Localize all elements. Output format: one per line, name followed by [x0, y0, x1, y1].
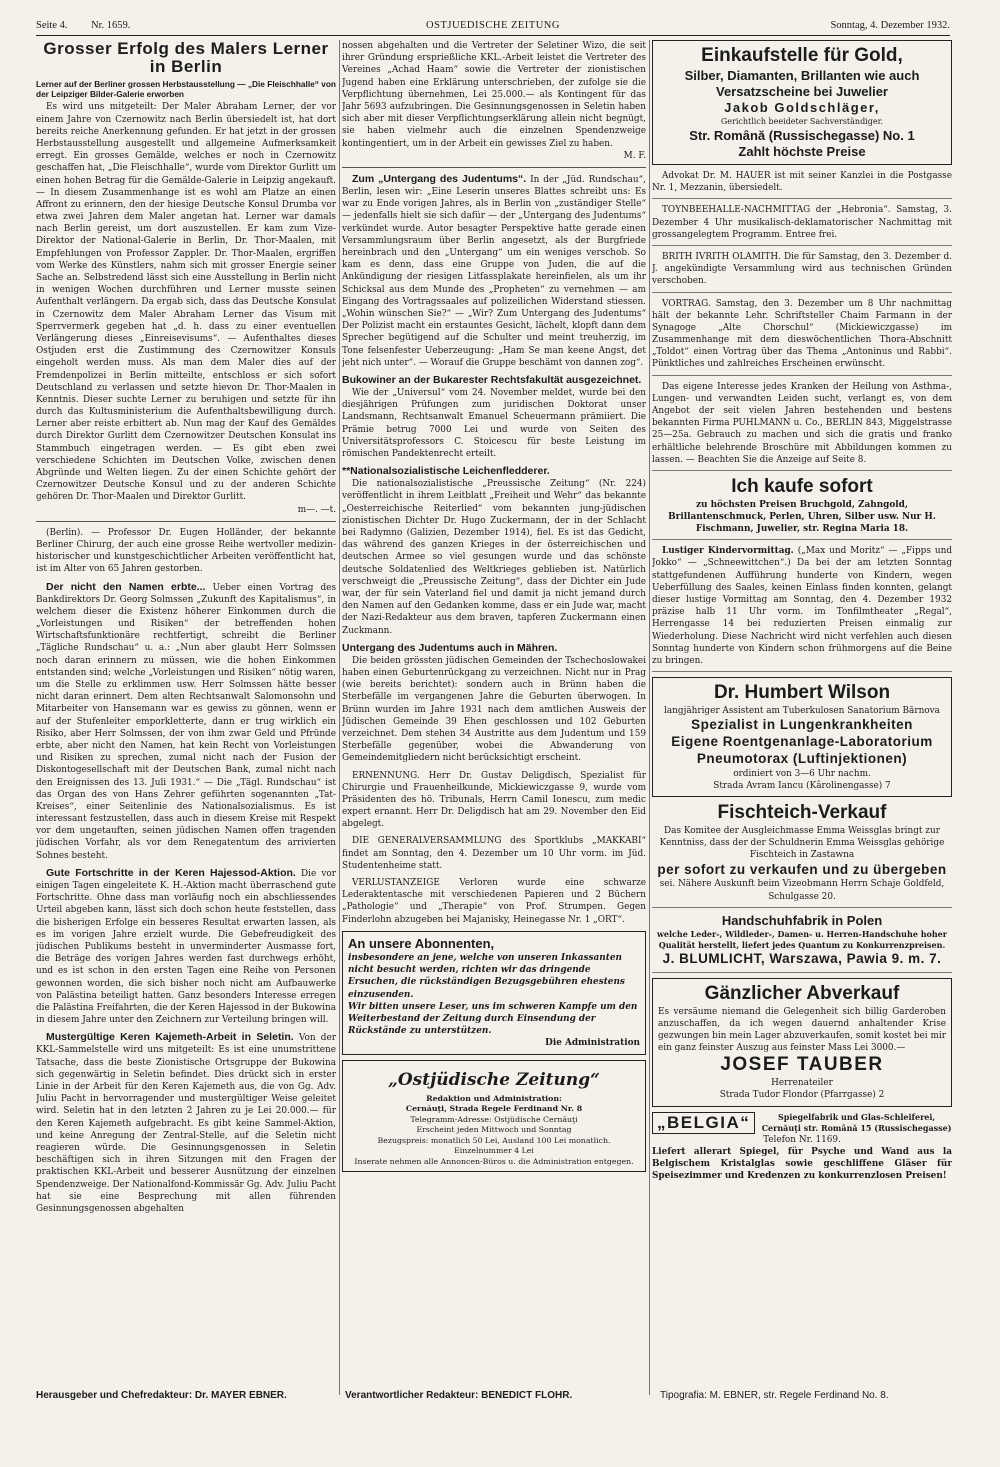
article-body: Die beiden grössten jüdischen Gemeinden der Tschechoslowakei haben einen Geburtenrückgang zu verzeichnen. Nicht nur in Prag (wie bereits berichtet): sondern auch in Brünn haben die Sterbefälle im vergangenen Jahre die Geburten überwogen. In Brünn wurden im Jahre 1931 nach dem amtlichen Ausweis der Jüdischen Gemeinde 39 Ehen geschlossen und 102 Geburten verzeichnet. Dem stehen 34 Austritte aus dem Judentum und 159 Sterbefälle gegenüber, wobei die Abwanderung von Gemeindemitgliedern nicht berücksichtigt erscheint.: [342, 655, 646, 764]
masthead-title: „Ostjüdische Zeitung“: [388, 1069, 600, 1090]
article-kkl: [36, 1031, 336, 1215]
ad-address: Str. Română (Russischegasse) No. 1: [689, 127, 915, 143]
footer-editor: Verantwortlicher Redakteur: BENEDICT FLOHR.: [345, 1390, 573, 1401]
notice-kindervormittag: [652, 545, 952, 672]
article-kkl-continued: [342, 40, 646, 162]
ad-phone: Telefon Nr. 1169.: [763, 1134, 841, 1145]
ad-title: Einkaufstelle für Gold,: [701, 45, 903, 66]
ad-name: J. BLUMLICHT, Warszawa, Pawia 9. m. 7.: [662, 950, 942, 966]
notice-text: insbesondere an jene, welche von unseren Inkassanten nicht besucht werden, richten wir das dringende Ersuchen, die rückständigen Bezugsgebühren ehestens einzusenden.: [348, 953, 625, 1000]
issue-date: Sonntag, 4. Dezember 1932.: [830, 20, 950, 31]
ad-wilson: [652, 677, 952, 797]
notice-puhlmann: Das eigene Interesse jedes Kranken der Heilung von Asthma-, Lungen- und verwandten Leiden sucht, verlangt es, von dem Angebot der seit vielen Jahren bestehenden und bestens bekannten Firma PUHLMANN u. Co., BERLIN 843, Miggelstrasse 25—25a. Gebrauch zu machen und sich die gratis und franko erhältliche belehrende Broschüre mit Abbildungen kommen zu lassen. — Beachten Sie die Anzeige auf Seite 8.: [652, 381, 952, 471]
masthead-line: Erscheint jeden Mittwoch und Sonntag: [416, 1125, 572, 1135]
subscribers-notice: [342, 931, 646, 1055]
notice-title: Lustiger Kindervormittag.: [662, 546, 794, 557]
ad-blumlicht: [652, 913, 952, 973]
belgia-logo: „BELGIA“: [652, 1112, 755, 1134]
ad-text: ordiniert von 3—6 Uhr nachm.: [733, 768, 871, 779]
article-body: In der „Jüd. Rundschau“, Berlin, lesen wir: „Eine Leserin unseres Blattes schreibt uns: Es war zu Ende vorigen Jahres, als in Berlin von „zuständiger Stelle“ — jedenfalls hielt sie sich dafür — der „Untergang des Judentums“ verkündet wurde. Autor besagter Perspektive hatte gerade einen Versammlungsraum über Berlin angesetzt, als der Burgfriede hereinbrach und den „Untergang“ um ein weniges verschob. So kam es denn, dass eine Gruppe von Juden, die auf die Ankündigung der riesigen Litfassplakate hereinfielen, als um ihr Schicksal aus dem Munde des „Propheten“ zu vernehmen — am Eingang des Vortragssaales auf polizeilichen Widerstand stiessen. „Wohin wünschen Sie?“ — „Wir? Zum Untergang des Judentums“ Der Polizist macht ein erstauntes Gesicht, lächelt, klopft dann dem Sprecher begütigend auf die Schulter und meint treuherzig, im Tone felsenfester Ueberzeugung: „Ham Se man keene Angst, det jeht nich unter“. — Worauf die Gruppe beschämt von dannen zog“.: [342, 174, 646, 368]
ad-text: langjähriger Assistent am Tuberkulosen Sanatorium Bărnova: [664, 705, 940, 716]
ad-text: Das Komitee der Ausgleichmasse Emma Weissglas bringt zur Kenntniss, dass der der Schuldnerin Emma Weissglas gehörige Fischteich in Zastawna: [659, 825, 945, 861]
article-subheadline: Lerner auf der Berliner grossen Herbstausstellung — „Die Fleischhalle“ von der Leipziger Bilder-Galerie erworben: [36, 78, 336, 100]
footer-publisher: Herausgeber und Chefredakteur: Dr. MAYER EBNER.: [36, 1390, 287, 1401]
notice-text: Wir bitten unsere Leser, uns im schweren Kampfe um den Weiterbestand der Zeitung durch Einsendung der Rückstände zu unterstützen.: [348, 1001, 638, 1037]
article-body: Wie der „Universul“ vom 24. November meldet, wurde bei den diesjährigen Prüfungen zum juridischen Doktorat unser Landsmann, Rechtsanwalt Emanuel Scheuermann prämiiert. Die Prämie betrug 7000 Lei und wurde von Seiten des Universitätsprofessors C. Stoicescu für beste Leistung im römischen Pandektenrecht erteilt.: [342, 388, 646, 459]
column-2: [342, 40, 646, 1390]
ad-address: Strada Avram Iancu (Kârolinengasse) 7: [713, 780, 891, 791]
masthead-line: Bezugspreis: monatlich 50 Lei, Ausland 100 Lei monatlich. Einzelnummer 4 Lei: [377, 1135, 611, 1156]
notice-toynbee: TOYNBEEHALLE-NACHMITTAG der „Hebronia“. Samstag, 3. Dezember 4 Uhr musikalisch-deklamatorischer Nachmittag mit grossangelegtem Programm. Entree frei.: [652, 204, 952, 246]
news-verlustanzeige: VERLUSTANZEIGE Verloren wurde eine schwarze Lederaktentasche mit verschiedenen Papieren und 2 Büchern „Pathologie“ und „Therapie“ von Prof. Strumpen. Gegen Finderlohn abzugeben bei Majanisky, Heinegasse Nr. 1 „ORT“.: [342, 878, 646, 925]
ad-text: Spezialist in Lungenkrankheiten: [691, 717, 913, 733]
ad-title: Dr. Humbert Wilson: [713, 682, 891, 704]
page-label: Seite 4.: [36, 20, 68, 31]
notice-title: An unsere Abonnenten,: [348, 935, 495, 951]
article-headline: Untergang des Judentums auch in Mähren.: [342, 641, 558, 654]
article-body: Es wird uns mitgeteilt: Der Maler Abraham Lerner, der vor einem Jahre von Czernowitz nach Berlin übersiedelt ist, hat dort bereits reiche Anerkennung gefunden. Er hat jetzt in der grossen Herbstausstellung ausgestellt und allgemeine Aufmerksamkeit erregt. Ein grosses Gemälde, welches er noch in Czernowitz geschaffen hat, „Die Fleischhalle“, wurde vom Direktor Gurlitt um einen hohen Betrag für die Gemälde-Galerie in Leipzig angekauft. — In diesem Zusammenhange ist es wohl am Platze an einen Affront zu erinnern, den der hiesige Deutsche Konsul Drumba vor etwa zwei Jahren dem Maler angetan hat. Lerner war damals nach Berlin gereist, um dort auszustellen. Er kam zum Vize-Direktor der National-Galerie in Berlin, Dr. Thor-Maalen, mit Empfehlungen von Professor Zappler. Dr. Thor-Maalen, ergriffen vom Werke des Künstlers, nahm sich mit grosser Energie seiner Sache an. Selbstredend lässt sich eine Ausstellung in Berlin nicht in wenigen Wochen durchführen und Lerner musste seinen Aufenthalt verlängern. Da ergab sich, dass das Deutsche Konsulat in Czernowitz dem Maler Abraham Lerner das Visum mit Sperrvermerk gegeben hat „d. h. dass zu einer eventuellen Verlängerung dieses „Einreisevisums“. — Aufenthaltes dieses Ostjuden erst die Zustimmung des Czernowitzer Konsuls eingeholt werden muss. Als man dem Maler dies auf der Fremdenpolizei in Berlin mitteilte, entschloss er sich sofort Deutschland zu verlassen und setzte hievon Dr. Thor-Maalen in Kenntnis. Dieser suchte Lerner zu beruhigen und setzte für ihn durch das Kultusministerium die Aufenthaltsbewilligung durch. Lerner aber reiste erbittert ab. Nun mag der Kauf des Gemäldes durch Direktor Gurlitt dem Czernowitzer Deutschen Konsulat ins Stammbuch eingetragen werden. — Es gibt eben zwei verschiedene Schichten im Deutschen Volke, zwischen denen Abgründe und Welten liegen. Zu der einen Schichte gehört der Czernowitzer Deutsche Konsul und zu der anderen Schichte gehören Dr. Thor-Maalen und Direktor Gurlitt.: [36, 102, 336, 503]
article-body: Ueber einen Vortrag des Bankdirektors Dr. Georg Solmssen „Zukunft des Kapitalismus“, in welchem dieser die Existenz höherer Einkommen durch die „Vorleistungen und Risiken“ der betreffenden hohen Wirtschaftsfunktionäre rechtfertigt, schreibt die Berliner „Tägliche Rundschau“ u. a.: „Nun aber glaubt Herr Solmssen noch daran erinnern zu müssen, wie die hohen Einkommen entstanden sind; welche „Vorleistungen und Risiken“ nötig waren, um die Stelle zu erklimmen usw. Herr Solmssen hätte besser nicht daran erinnert. Dem alten Rechtsanwalt Salomonsohn und Mitarbeiter von Hansemann war es gewiss zu gönnen, wenn er auf der Stufenleiter emporkletterte, dann er trug wirklich ein Risiko, aber Herr Solmssen, der von ihm zwar Geld und Pfründe erbte, aber nicht den Namen, hat kein Recht von Vorleistungen und Risiken zu sprechen, zumal nicht nach der Fusion der Diskontogesellschaft mit der Deutschen Bank, zumal nicht nach den Ereignissen des 13. Juli 1931.“ — Die „Tägl. Rundschau“ ist das Organ des von Hans Zehrer geführten sogenannten „Tat-Kreises“, einer Seitenlinie des Nationalsozialismus. Es ist interessant festzustellen, dass auch in diesem Kreise mit Respekt vor dem ungetauften, seinen jüdischen Namen offen tragenden jüdischen Vorfahr, als vor dem Renegatentum des arrivierten Sohnes besteht.: [36, 582, 336, 861]
ad-text: welche Leder-, Wildleder-, Damen- u. Herren-Handschuhe hoher Qualität herstellt, liefert jedes Quantum zu Konkurrenzpreisen.: [657, 929, 947, 950]
masthead-line: Redaktion und Administration:: [426, 1093, 562, 1103]
ad-title: Handschuhfabrik in Polen: [721, 912, 883, 928]
ad-text: Es versäume niemand die Gelegenheit sich billig Garderoben anzuschaffen, da ich wegen dauernd anhaltender Krise gezwungen bin mein Lager abzuverkaufen, somit kostet bei mir ein ganz feinster Auszug aus feinster Mass Lei 3000.—: [658, 1006, 946, 1054]
news-hollander: (Berlin). — Professor Dr. Eugen Holländer, der bekannte Berliner Chirurg, der auch eine grosse Reihe wertvoller medizin-historischer und kunstgeschichtlicher Arbeiten veröffentlicht hat, ist im Alter von 65 Jahren gestorben.: [36, 527, 336, 575]
ad-text: Zahlt höchste Preise: [738, 143, 866, 159]
masthead: [342, 1060, 646, 1173]
ad-text: Liefert allerart Spiegel, für Psyche und Wand aus la Belgischem Kristalglas sowie geschliffene Gläser für Speisezimmer und Kredenzen zu konkurrenzlosen Preisen!: [652, 1147, 952, 1182]
article-headline: Grosser Erfolg des Malers Lerner in Berlin: [43, 40, 329, 76]
article-body: Die vor einigen Tagen eingeleitete K. H.-Aktion macht überraschend gute Fortschritte. Ohne dass man vorläufig noch ein abschliessendes Urteil abgeben kann, lässt sich doch schon heute feststellen, dass die bisherigen Erfolge ein besseres Resultat erwarten lassen, als es im vorigen Jahre erzielt wurde. Die Gebefreudigkeit des jüdischen Publikums besteht in unverminderter Ausmasse fort, die Beträge des vorigen Jahres werden fast durchwegs erhöht, und es ist schon in den ersten Tagen eine Reihe von Personen gewonnen worden, die sich bisher noch nicht am Aufbauwerke von Palästina beteiligt hatten. Ganz besonders Interesse erregen die Palästina Freifahrten, die der Keren Hajessod in der Bukowina in diesem Jahre unter den Zeichnern zur Verteilung bringen will.: [36, 868, 336, 1026]
ad-goldschlaeger: [652, 40, 952, 165]
divider: [36, 521, 336, 522]
news-makkabi: DIE GENERALVERSAMMLUNG des Sportklubs „MAKKABI“ findet am Sonntag, den 4. Dezember um 10 Uhr vorm. im Jüd. Studentenheime statt.: [342, 836, 646, 871]
ad-name: Jakob Goldschläger,: [724, 100, 880, 116]
ad-tauber: [652, 978, 952, 1107]
column-1: [36, 40, 336, 1390]
notice-hauer: Advokat Dr. M. HAUER ist mit seiner Kanzlei in die Postgasse Nr. 1, Mezzanin, übersiedelt.: [652, 170, 952, 199]
paper-name: OSTJUEDISCHE ZEITUNG: [426, 20, 560, 31]
article-lerner: [36, 40, 336, 516]
column-divider: [649, 40, 650, 1395]
article-headline: Zum „Untergang des Judentums“.: [352, 172, 527, 185]
article-keren: [36, 867, 336, 1026]
ad-title: Gänzlicher Abverkauf: [704, 982, 900, 1004]
ad-address: Strada Tudor Flondor (Pfarrgasse) 2: [719, 1090, 885, 1101]
divider: [342, 167, 646, 168]
article-nazi: [342, 465, 646, 637]
article-maehren: [342, 642, 646, 765]
ad-text: Spiegelfabrik und Glas-Schleiferei, Cernăuţi str. Română 15 (Russischegasse): [761, 1111, 952, 1133]
article-headline: Der nicht den Namen erbte...: [46, 580, 206, 593]
ad-text: Silber, Diamanten, Brillanten wie auch Versatzscheine bei Juwelier: [684, 67, 920, 100]
masthead-line: Inserate nehmen alle Annoncen-Büros u. die Administration entgegen.: [354, 1156, 634, 1166]
notice-vortrag: VORTRAG. Samstag, den 3. Dezember um 8 Uhr nachmittag hält der bekannte Lehr. Schriftsteller Chaim Farmann in der Synagoge „Alte Chorschul“ (Mickiewiczgasse) im Zusammenhange mit dem dieswöchentlichen Thora-Abschnitt „Toldot“ einen Vortrag über das Thema „Antoninus und Rabbi“. Pünktliches und zahlreiches Erscheinen erwünscht.: [652, 298, 952, 376]
notice-text: („Max und Moritz“ — „Fipps und Jokko“ — „Schneewittchen“.) Da bei der am letzten Sonntag stattgefundenen Aufführung hunderte von Kindern, wegen Ueberfüllung des Saales, keinen Einlass finden konnten, gelangt dieser lustige Vormittag am Sonntag, den 4. Dezember 1932 präzise halb 11 Uhr vorm. im Tonfilmtheater „Regal“, Herrengasse 14 bei reduzierten Preisen einmalig zur Wiederholung. Diese Nachricht wird nicht verfehlen auch diesen Sonntag hunderte von Kindern schon frühmorgens auf die Beine zu bringen.: [652, 546, 952, 666]
article-body: Von der KKL-Sammelstelle wird uns mitgeteilt: Es ist eine unumstrittene Tatsache, dass die beste Zionistische Ortsgruppe der Bukowina sich gegenwärtig in Seletin befindet. Dies drückt sich in erster Linie in der Arbeit für den Keren Kajemeth aus, die von Gg. Adv. Juliu Pacht in hervorragender und mustergültiger Weise geleitet wird. Seletin hat in den letzten 2 Jahren zu je Lei 20.000.— für den Keren Kajemeth aufgebracht. Es gibt keine Sammel-Aktion, und keine Anregung der Zentral-Stelle, auf die Seletin nicht reagieren würde. Die Gesinnungsgenossen in Seletin beschäftigen sich in ihren Sitzungen mit den Fragen der praktischen KKL-Arbeit und besserer Ausnützung der einzelnen Spendenzweige. Der Nationalfond-Kommissär Gg. Adv. Juliu Pacht hat sie eine Besprechung mit allen führenden Gesinnungsgenossen abgehalten: [36, 1033, 336, 1214]
ad-name: JOSEF TAUBER: [720, 1054, 884, 1076]
ad-text: Herrenateiler: [771, 1078, 833, 1089]
article-body: nossen abgehalten und die Vertreter der Seletiner Wizo, die seit ihrer Gründung ersprießliche KKL.-Arbeit leistet die Vertreter des Vereines „Achad Haam“ sowie die Vertreter der zionistischen Jugend haben eine Erklärung unterschrieben, der zufolge sie die Verpflichtung übernehmen, Lei 25.000.— als Kontingent für das Jahr 5693 aufzubringen. Die Gesinnungsgenossen in Seletin haben sich aber mit dieser Verpflichtungserklärung allein nicht begnügt, sie haben vielmehr auch die einzelnen Spendenzweige kontingentiert, um in der Arbeit ein gewisses Ziel zu haben.: [342, 41, 646, 149]
ad-text: sei. Nähere Auskunft beim Vizeobmann Herrn Schaje Goldfeld, Schulgasse 20.: [659, 879, 945, 902]
column-divider: [339, 40, 340, 1395]
article-bukowiner: [342, 374, 646, 460]
ad-title: Ich kaufe sofort: [731, 475, 873, 497]
ad-fischteich: [652, 802, 952, 908]
footer-printer: Tipografia: M. EBNER, str. Regele Ferdinand No. 8.: [660, 1390, 889, 1401]
page-header: [36, 14, 950, 36]
article-headline: Gute Fortschritte in der Keren Hajessod-Aktion.: [46, 866, 296, 879]
article-body: Die nationalsozialistische „Preussische Zeitung“ (Nr. 224) veröffentlicht in ihrem Leitblatt „Freiheit und Wehr“ das bekannte „Oesterreichische Reiterlied“ vom bekannten jung-jüdischen zionistischen Dichter Dr. Hugo Zuckermann, der in der Schlacht bei Radymno (Galizien, Dezember 1914), fiel. Es ist das Gedicht, das während des ganzen Krieges in der österreichischen und deutschen Armee so viel gesungen wurde und das schönste deutsche Soldatenlied des Weltkrieges geblieben ist. Natürlich verschweigt die „Preussische Zeitung“, dass der Dichter ein Jude war, der für sein Vaterland fiel und damit ja nicht jemand durch den Namen auf den Gedanken komme, dass er ein Jude war, macht der Nazi-Redakteur aus dem braven, tapferen Zuckermann einen Zuckmann.: [342, 479, 646, 636]
article-headline: **Nationalsozialistische Leichenfledderer.: [342, 465, 550, 478]
masthead-line: Telegramm-Adresse: Ostjüdische Cernăuţi: [410, 1114, 578, 1124]
column-3: [652, 40, 952, 1390]
ad-text: Eigene Roentgenanlage-Laboratorium: [671, 734, 933, 750]
issue-number: Nr. 1659.: [91, 20, 131, 31]
notice-signature: Die Administration: [545, 1038, 640, 1049]
ad-title: Fischteich-Verkauf: [717, 802, 887, 824]
notice-brith: BRITH IVRITH OLAMITH. Die für Samstag, den 3. Dezember d. J. angekündigte Versammlung wird aus technischen Gründen verschoben.: [652, 251, 952, 293]
article-namen: [36, 581, 336, 862]
ad-text: per sofort zu verkaufen und zu übergeben: [657, 861, 947, 877]
article-untergang: [342, 173, 646, 369]
ad-text: Gerichtlich beeideter Sachverständiger.: [720, 116, 884, 126]
ad-fischmann: [652, 476, 952, 540]
news-ernennung: ERNENNUNG. Herr Dr. Gustav Deligdisch, Spezialist für Chirurgie und Frauenheilkunde, Mickiewiczgasse 9, wurde vom Präsidenten des hö. Tribunals, Herrn Camil Ionescu, zum medic expert ernannt. Herr Dr. Deligdisch hat am 29. November den Eid abgelegt.: [342, 770, 646, 830]
article-signature: M. F.: [623, 150, 646, 161]
ad-text: zu höchsten Preisen Bruchgold, Zahngold, Brillantenschmuck, Perlen, Uhren, Silber usw. Nur H. Fischmann, Juwelier, str. Regina Maria 18.: [668, 499, 936, 535]
article-signature: m—. —t.: [297, 504, 336, 515]
ad-belgia: [652, 1112, 952, 1183]
ad-text: Pneumotorax (Luftinjektionen): [696, 750, 908, 766]
article-headline: Mustergültige Keren Kajemeth-Arbeit in Seletin.: [46, 1031, 294, 1044]
masthead-line: Cernăuţi, Strada Regele Ferdinand Nr. 8: [405, 1104, 583, 1114]
article-headline: Bukowiner an der Bukarester Rechtsfakultät ausgezeichnet.: [342, 373, 642, 386]
